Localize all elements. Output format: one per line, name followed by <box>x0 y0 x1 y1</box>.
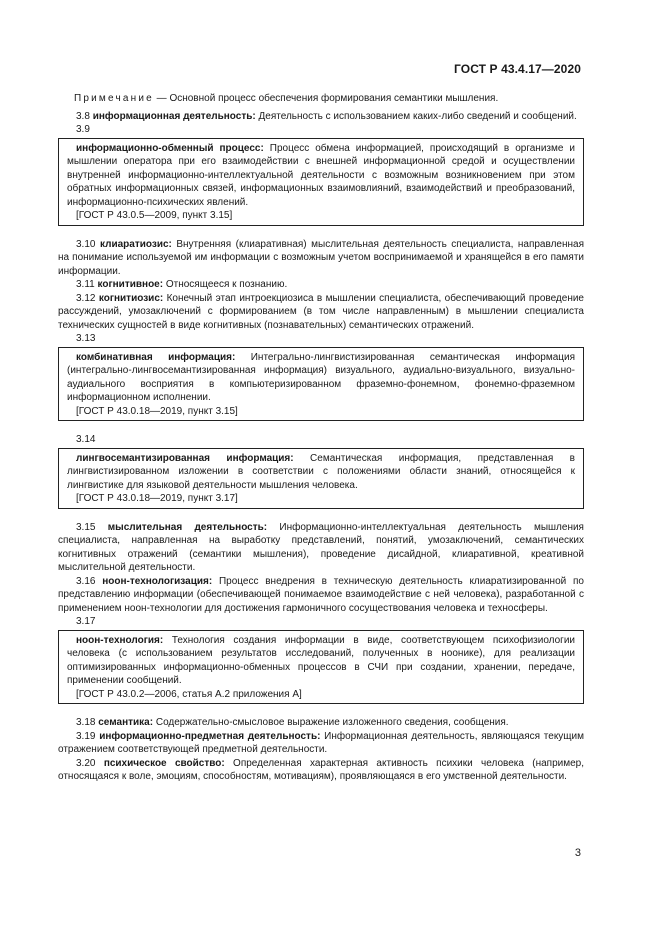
entry-number-3-14: 3.14 <box>76 434 96 445</box>
term: информационно-обменный процесс: <box>76 142 264 154</box>
entry-3-13: комбинативная информация: Интегрально-лингвистизированная семантическая информация (интегрально-лингвосемантизированная информация) визуального, аудиально-визуального, визуально-аудиального восприятия в компьютеризированном фраземно-фонемном, фонемно-фраземном информационном исполнении. <box>67 351 575 403</box>
source-reference: [ГОСТ Р 43.0.5—2009, пункт 3.15] <box>76 210 233 221</box>
term: когнитивное: <box>97 279 164 290</box>
note-label: Примечание <box>74 93 154 104</box>
entry-3-9: информационно-обменный процесс: Процесс обмена информацией, происходящий в организме и мышлении оператора при его взаимодействии с внешней информационной средой и осуществлении внутренней информационно-интеллектуальной деятельности с возможным возникновением при этом обратных информационных связей, информационных взаимовлияний, взаимодействий и преобразований, информационно-психических явлений. <box>67 142 575 208</box>
document-header: ГОСТ Р 43.4.17—2020 <box>454 62 581 76</box>
term: информационная деятельность: <box>92 110 256 122</box>
entry-3-14: лингвосемантизированная информация: Семантическая информация, представленная в лингвистизированном изложении в соответствии с положениями области знаний, относящейся к лингвистике для языковой деятельности мышления человека. <box>67 452 575 491</box>
entry-3-17: ноон-технология: Технология создания информации в виде, соответствующем психофизиологии человека (с использованием результатов исследований, полученных в ноонике), для реализации оптимизированных информационно-обменных процессов в СЧИ при создании, хранении, передаче, применении сообщений. <box>67 634 575 686</box>
source-reference: [ГОСТ Р 43.0.18—2019, пункт 3.15] <box>76 405 238 417</box>
entry-3-10: 3.10 клиаратиозис: Внутренняя (клиаративная) мыслительная деятельность специалиста, направленная на понимание используемой им информации с возможным учетом воспринимаемой и хранящейся в его памяти информации. <box>58 238 584 277</box>
entry-3-12: 3.12 когнитиозис: Конечный этап интроекциозиса в мышлении специалиста, обеспечивающий проведение рассуждений, умозаключений с формированием (в том числе направленным) в мышлении специалиста технических сущностей в виде когнитивных (познавательных) семантических отражений. <box>58 292 584 331</box>
source-reference: [ГОСТ Р 43.0.2—2006, статья А.2 приложения А] <box>76 688 302 700</box>
entry-3-8: 3.8 информационная деятельность: Деятельность с использованием каких-либо сведений и сообщений. <box>76 110 577 122</box>
entry-3-19: 3.19 информационно-предметная деятельность: Информационная деятельность, являющаяся текущим отражением соответствующей предметной деятельности. <box>58 730 584 755</box>
document-body <box>58 92 584 784</box>
term: ноон-технология: <box>76 634 164 646</box>
entry-3-15: 3.15 мыслительная деятельность: Информационно-интеллектуальная деятельность мышления специалиста, направленная на выработку представлений, понятий, умозаключений, семантических когнитивных отражений (семантики мышления), проведение дисайдной, клиаративной, креативной мыслительной деятельности. <box>58 521 584 573</box>
page-number: 3 <box>574 847 581 859</box>
entry-3-16: 3.16 ноон-технологизация: Процесс внедрения в техническую деятельность клиаратизированной по представлению информации (обеспечивающей понимаемое взаимодействие с ней человека), разработанной с применением ноон-технологии для достижения гармоничного сосуществования человека и техносферы. <box>58 575 584 614</box>
note-text: — Основной процесс обеспечения формирования семантики мышления. <box>153 93 499 104</box>
entry-3-20: 3.20 психическое свойство: Определенная характерная активность психики человека (например, относящаяся к воле, эмоциям, способностям, мотивациям), проявляющаяся в его умственной деятельности. <box>58 757 585 782</box>
entry-number-3-17: 3.17 <box>76 616 96 627</box>
term: клиаратиозис: <box>99 238 172 250</box>
quoted-definition-box <box>58 630 584 705</box>
quoted-definition-box <box>58 347 584 422</box>
term: ноон-технологизация: <box>102 575 213 587</box>
quoted-definition-box <box>58 448 584 509</box>
term: лингвосемантизированная информация: <box>76 452 294 464</box>
term: комбинативная информация: <box>76 351 236 363</box>
entry-3-18: 3.18 семантика: Содержательно-смысловое выражение изложенного сведения, сообщения. <box>76 717 509 728</box>
term: семантика: <box>98 717 154 728</box>
note <box>74 92 584 106</box>
term: информационно-предметная деятельность: <box>99 730 321 742</box>
source-reference: [ГОСТ Р 43.0.18—2019, пункт 3.17] <box>76 493 238 504</box>
term: психическое свойство: <box>103 757 225 769</box>
quoted-definition-box <box>58 138 584 226</box>
term: мыслительная деятельность: <box>107 521 268 533</box>
entry-3-11: 3.11 когнитивное: Относящееся к познанию. <box>76 279 288 290</box>
term: когнитиозис: <box>98 292 164 304</box>
entry-number-3-13: 3.13 <box>76 333 96 344</box>
entry-number-3-9: 3.9 <box>76 124 90 135</box>
